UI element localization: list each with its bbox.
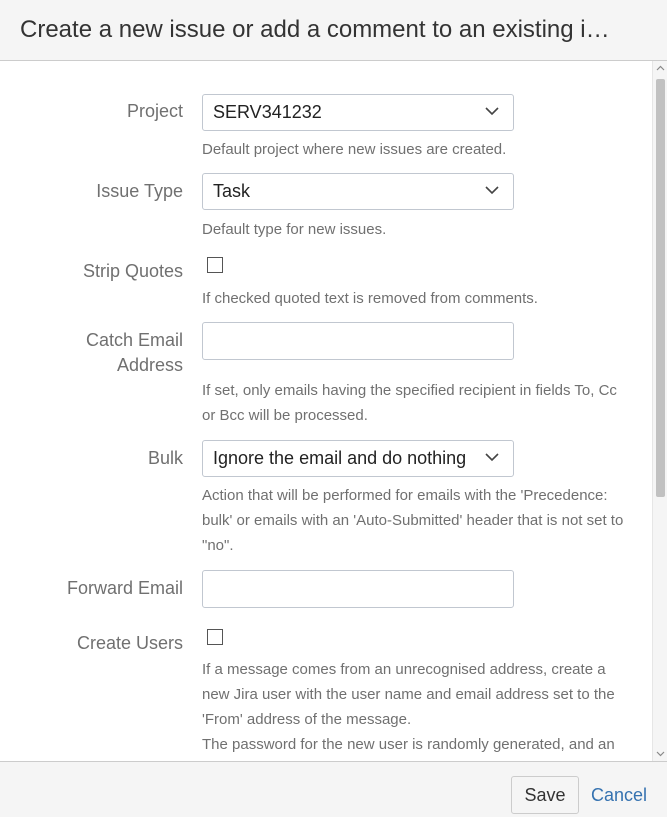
bulk-label: Bulk (147, 448, 183, 468)
caret-up-icon[interactable] (656, 64, 665, 73)
create-users-help-line4: The password for the new user is randomly generated, and an (202, 736, 615, 753)
create-users-help (202, 657, 632, 757)
catch-email-label-line1: Catch Email (85, 330, 183, 350)
dialog-title: Create a new issue or add a comment to an existing i… (20, 16, 610, 43)
dialog-header (0, 0, 667, 61)
project-select[interactable] (202, 94, 514, 131)
catch-email-label-line2: Address (116, 355, 183, 375)
bulk-help-line1: Action that will be performed for emails with the 'Precedence: (202, 487, 608, 504)
project-label: Project (126, 101, 183, 121)
project-select-value: SERV341232 (213, 102, 322, 122)
scrollbar-thumb[interactable] (656, 79, 665, 497)
issue-type-label: Issue Type (96, 181, 183, 201)
vertical-scrollbar[interactable] (652, 61, 667, 761)
create-users-help-line3: 'From' address of the message. (202, 711, 412, 728)
issue-type-select-value: Task (213, 181, 251, 201)
chevron-down-icon (485, 183, 499, 197)
bulk-help-line2: bulk' or emails with an 'Auto-Submitted' header that is not set to (202, 512, 624, 529)
dialog-footer (0, 761, 667, 817)
create-users-help-line2: new Jira user with the user name and email address set to the (202, 686, 615, 703)
catch-email-help-line1: If set, only emails having the specified recipient in fields To, Cc (202, 382, 617, 399)
create-users-help-line1: If a message comes from an unrecognised address, create a (202, 661, 606, 678)
create-users-checkbox[interactable] (207, 629, 223, 645)
forward-email-input[interactable] (202, 570, 514, 608)
create-users-label: Create Users (76, 633, 183, 653)
bulk-help-line3: "no". (202, 537, 234, 554)
project-help: Default project where new issues are created. (202, 141, 507, 158)
catch-email-help-line2: or Bcc will be processed. (202, 407, 368, 424)
strip-quotes-label: Strip Quotes (82, 261, 183, 281)
save-button[interactable]: Save (511, 776, 579, 814)
cancel-link[interactable]: Cancel (591, 785, 648, 805)
caret-down-icon[interactable] (656, 749, 665, 758)
bulk-help (202, 483, 632, 558)
catch-email-label (86, 328, 183, 378)
bulk-select[interactable] (202, 440, 514, 477)
catch-email-input[interactable] (202, 322, 514, 360)
strip-quotes-help: If checked quoted text is removed from comments. (202, 290, 538, 307)
catch-email-help (202, 378, 632, 428)
chevron-down-icon (485, 104, 499, 118)
dialog-body[interactable] (0, 61, 667, 761)
chevron-down-icon (485, 450, 499, 464)
strip-quotes-checkbox[interactable] (207, 257, 223, 273)
issue-type-help: Default type for new issues. (202, 221, 387, 238)
issue-type-select[interactable] (202, 173, 514, 210)
forward-email-label: Forward Email (66, 578, 183, 598)
bulk-select-value: Ignore the email and do nothing (213, 448, 467, 468)
